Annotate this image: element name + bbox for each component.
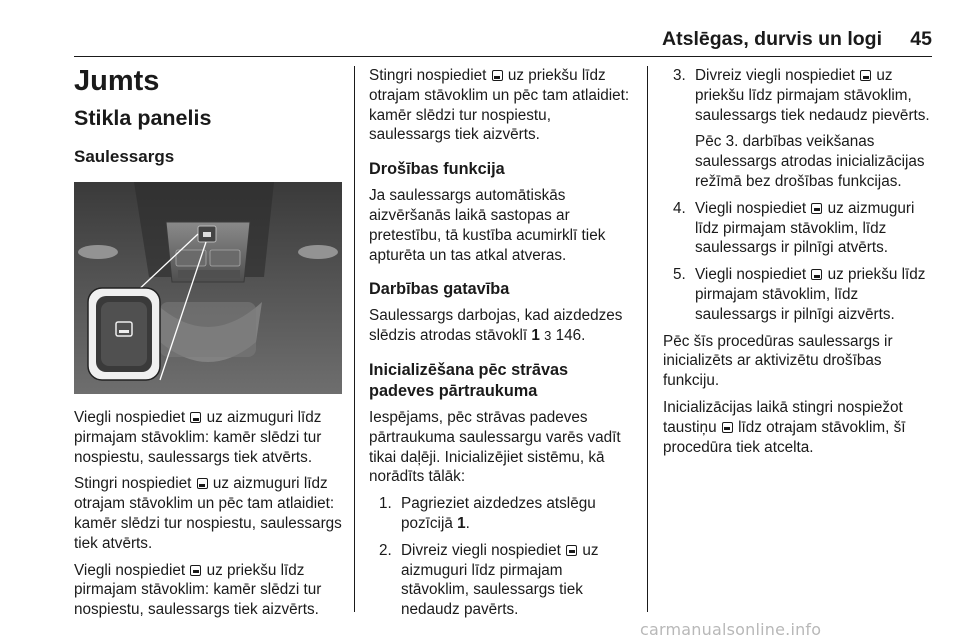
list-item	[673, 66, 935, 192]
text: uz aizmuguri līdz pirmajam stāvoklim, līdz saulessargs ir pilnīgi atvērts.	[695, 199, 915, 257]
subsection-heading: Stikla panelis	[74, 106, 212, 130]
initialization-heading: Inicializēšana pēc strāvas padeves pārtraukuma	[369, 360, 569, 400]
text: uz aizmuguri līdz pirmajam stāvoklim: kamēr slēdzi tur nospiestu, saulessargs tiek atvērts.	[74, 409, 322, 466]
sunshade-button-icon	[811, 203, 822, 214]
sunshade-button-icon	[492, 70, 503, 81]
text: Stingri nospiediet	[74, 475, 196, 493]
list-item	[379, 494, 633, 534]
header-rule	[74, 56, 932, 57]
list-number: 4.	[673, 199, 686, 217]
paragraph	[74, 474, 342, 553]
column-divider-left	[354, 66, 355, 612]
text: Viegli nospiediet	[74, 409, 190, 426]
text: līdz otrajam stāvoklim, šī procedūra tiek atcelta.	[663, 418, 906, 456]
sunshade-button-icon	[722, 422, 733, 433]
text: Pagrieziet aizdedzes atslēgu pozīcijā	[401, 495, 596, 532]
text: Saulessargs darbojas, kad aizdedzes slēdzis atrodas stāvoklī	[369, 307, 623, 345]
text: Inicializācijas laikā stingri nospiežot taustiņu	[663, 398, 903, 436]
text: .	[465, 514, 470, 532]
text: Viegli nospiediet	[695, 266, 811, 284]
text: uz priekšu līdz pirmajam stāvoklim, saulessargs tiek nedaudz pievērts.	[695, 67, 930, 124]
column-divider-right	[647, 66, 648, 612]
topic-heading: Saulessargs	[74, 147, 175, 166]
sunshade-button-icon	[811, 269, 822, 280]
paragraph	[369, 306, 633, 346]
sunshade-button-icon	[197, 478, 208, 489]
middle-column	[369, 66, 633, 627]
text: Viegli nospiediet	[74, 561, 190, 579]
text: uz aizmuguri līdz pirmajam stāvoklim, saulessargs tiek nedaudz pavērts.	[401, 541, 599, 619]
paragraph: Pēc šīs procedūras saulessargs ir inicializēts ar aktivizētu drošības funkciju.	[663, 332, 893, 390]
text: Stingri nospiediet	[369, 67, 491, 84]
ignition-position: 1	[457, 514, 466, 532]
text: uz aizmuguri līdz otrajam stāvoklim un pēc tam atlaidiet: kamēr slēdzi tur nospiestu, saulessargs tiek atvērts.	[74, 475, 342, 552]
paragraph	[74, 408, 342, 467]
paragraph	[369, 66, 633, 145]
page-header-title: Atslēgas, durvis un logi	[662, 28, 882, 50]
right-column	[663, 66, 935, 464]
sunshade-button-icon	[566, 545, 577, 556]
sunshade-button-icon	[190, 565, 201, 576]
list-number: 5.	[673, 266, 686, 284]
text: Divreiz viegli nospiediet	[401, 541, 566, 559]
sunshade-button-icon	[860, 70, 871, 81]
page-number: 45	[910, 28, 932, 50]
list-number: 3.	[673, 67, 686, 84]
text: Viegli nospiediet	[695, 199, 811, 217]
list-item	[379, 541, 633, 620]
ignition-position: 1	[531, 327, 540, 345]
text: uz priekšu līdz pirmajam stāvoklim, līdz saulessargs ir pilnīgi aizvērts.	[695, 266, 926, 323]
left-column	[74, 60, 342, 627]
paragraph	[663, 398, 935, 457]
paragraph: Ja saulessargs automātiskās aizvēršanās laikā sastopas ar pretestību, tā kustība acumirklī tiek apturēta un tas atkal atveras.	[369, 187, 606, 264]
list-note: Pēc 3. darbības veikšanas saulessargs atrodas inicializācijas režīmā bez drošības funkcijas.	[695, 133, 925, 190]
safety-function-heading: Drošības funkcija	[369, 160, 505, 179]
section-heading: Jumts	[74, 65, 160, 97]
sunshade-switch-photo	[74, 182, 342, 394]
list-item	[673, 199, 935, 258]
page-reference[interactable]: 146.	[551, 327, 586, 345]
list-number: 1.	[379, 495, 392, 513]
sunshade-button-icon	[190, 412, 201, 423]
page-reference-arrow-icon: 3	[544, 328, 552, 344]
list-number: 2.	[379, 541, 392, 559]
operational-readiness-heading: Darbības gatavība	[369, 280, 510, 299]
watermark: carmanualsonline.info	[640, 620, 822, 639]
text: uz priekšu līdz pirmajam stāvoklim: kamēr slēdzi tur nospiestu, saulessargs tiek aizvērts.	[74, 561, 322, 619]
text: uz priekšu līdz otrajam stāvoklim un pēc tam atlaidiet: kamēr slēdzi tur nospiestu, saulessargs tiek aizvērts.	[369, 67, 630, 144]
list-item	[673, 265, 935, 324]
text: Divreiz viegli nospiediet	[695, 67, 860, 84]
paragraph	[74, 561, 342, 620]
paragraph: Iespējams, pēc strāvas padeves pārtraukuma saulessargu varēs vadīt tikai daļēji. Inicializējiet sistēmu, kā norādīts tālāk:	[369, 408, 621, 486]
